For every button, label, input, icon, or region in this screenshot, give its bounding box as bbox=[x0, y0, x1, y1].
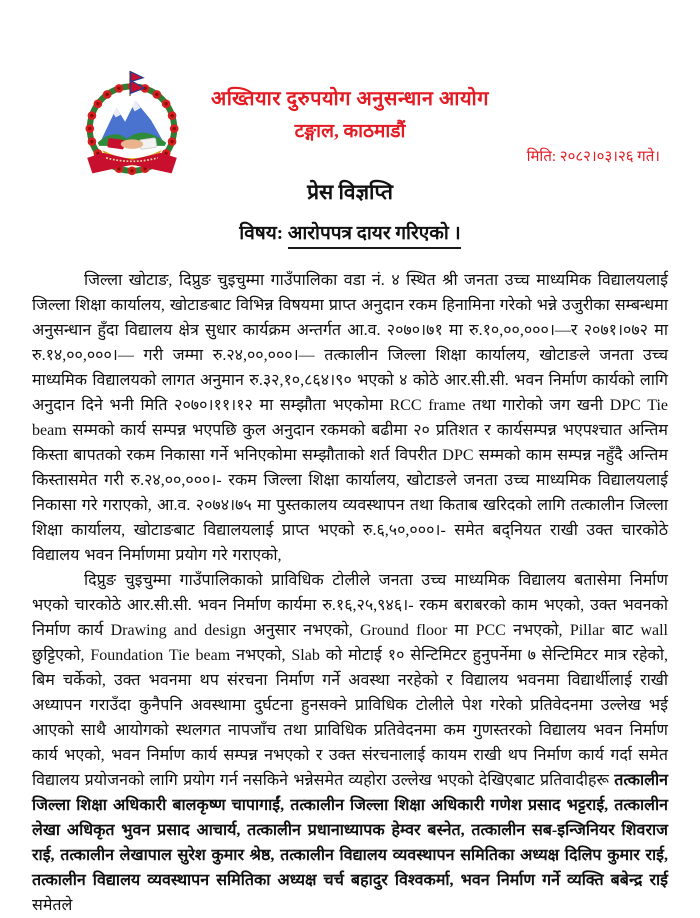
org-name: अख्तियार दुरुपयोग अनुसन्धान आयोग bbox=[211, 88, 489, 110]
subject-line bbox=[0, 219, 700, 245]
paragraph-2-defendants: तत्कालीन जिल्ला शिक्षा अधिकारी बालकृष्ण चापागाईं, तत्कालीन जिल्ला शिक्षा अधिकारी गणेश प्रसाद भट्टराई, तत्कालीन लेखा अधिकृत भुवन प्रसाद आचार्य, तत्कालीन प्रधानाध्यापक हेम्वर बस्नेत, तत्कालीन सब-इन्जिनियर शिवराज राई, तत्कालीन लेखापाल सुरेश कुमार श्रेष्ठ, तत्कालीन विद्यालय व्यवस्थापन समितिका अध्यक्ष दिलिप कुमार राई, तत्कालीन विद्यालय व्यवस्थापन समितिका अध्यक्ष चर्च बहादुर विश्वकर्मा, भवन निर्माण गर्ने व्यक्ति बबेन्द्र राई bbox=[32, 772, 668, 889]
document-body bbox=[32, 268, 668, 918]
subject-prefix: विषय: bbox=[239, 223, 288, 244]
document-type-heading: प्रेस विज्ञप्ति bbox=[307, 180, 393, 204]
paragraph-1: जिल्ला खोटाङ, दिप्रुङ चुइचुम्मा गाउँपालिका वडा नं. ४ स्थित श्री जनता उच्च माध्यमिक विद्यालयलाई जिल्ला शिक्षा कार्यालय, खोटाङबाट विभिन्न विषयमा प्राप्त अनुदान रकम हिनामिना गरेको भन्ने उजुरीका सम्बन्धमा अनुसन्धान हुँदा विद्यालय क्षेत्र सुधार कार्यक्रम अन्तर्गत आ.व. २०७०।७१ मा रु.१०,००,०००।—र २०७१।०७२ मा रु.१४,००,०००।— गरी जम्मा रु.२४,००,०००।— तत्कालीन जिल्ला शिक्षा कार्यालय, खोटाङले जनता उच्च माध्यमिक विद्यालयको लागत अनुमान रु.३२,१०,८६४।९० भएको ४ कोठे आर.सी.सी. भवन निर्माण कार्यको लागि अनुदान दिने भनी मिति २०७०।११।१२ मा सम्झौता भएकोमा RCC frame तथा गारोको जग खनी DPC Tie beam सम्मको कार्य सम्पन्न भएपछि कुल अनुदान रकमको बढीमा २० प्रतिशत र कार्यसम्पन्न भएपश्चात अन्तिम किस्ता बापतको रकम निकासा गर्ने भनिएकोमा सम्झौताको शर्त विपरीत DPC सम्मको काम सम्पन्न नहुँदै अन्तिम किस्तासमेत गरी रु.२४,००,०००।- रकम जिल्ला शिक्षा कार्यालय, खोटाङले जनता उच्च माध्यमिक विद्यालयलाई निकासा गरे गराएको, आ.व. २०७४।७५ मा पुस्तकालय व्यवस्थापन तथा किताब खरिदको लागि तत्कालीन जिल्ला शिक्षा कार्यालय, खोटाङबाट विद्यालयलाई प्राप्त भएको रु.६,५०,०००।- समेत बद्नियत राखी उक्त चारकोठे विद्यालय भवन निर्माणमा प्रयोग गरे गराएको, bbox=[32, 272, 668, 564]
org-address: टङ्गाल, काठमाडौं bbox=[294, 121, 406, 142]
paragraph-2 bbox=[32, 568, 668, 918]
date-line: मिति: २०८२।०३।२६ गते। bbox=[526, 149, 660, 165]
subject-text: आरोपपत्र दायर गरिएको । bbox=[288, 223, 461, 249]
paragraph-2-findings: दिप्रुङ चुइचुम्मा गाउँपालिकाको प्राविधिक टोलीले जनता उच्च माध्यमिक विद्यालय बतासेमा निर्माण भएको चारकोठे आर.सी.सी. भवन निर्माण कार्यमा रु.१६,२५,९४६।- रकम बराबरको काम भएको, उक्त भवनको निर्माण कार्य Drawing and design अनुसार नभएको, Ground floor मा PCC नभएको, Pillar बाट wall छुट्टिएको, Foundation Tie beam नभएको, Slab को मोटाई १० सेन्टिमिटर हुनुपर्नेमा ७ सेन्टिमिटर मात्र रहेको, बिम चर्केको, उक्त भवनमा थप संरचना निर्माण गर्ने अवस्था नरहेको र विद्यालय भवनमा विद्यार्थीलाई राखी अध्यापन गराउँदा कुनैपनि अवस्थामा दुर्घटना हुनसक्ने प्राविधिक टोलीले पेश गरेको प्रतिवेदनमा उल्लेख भई आएको साथै आयोगको स्थलगत नापजाँच तथा प्राविधिक प्रतिवेदनमा कम गुणस्तरको विद्यालय भवन निर्माण कार्य भएको, भवन निर्माण कार्य सम्पन्न नभएको र उक्त संरचनालाई कायम राखी थप निर्माण कार्य गर्दा समेत विद्यालय प्रयोजनको लागि प्रयोग गर्न नसकिने भन्नेसमेत व्यहोरा उल्लेख भएको देखिएबाट प्रतिवादीहरू bbox=[32, 572, 668, 789]
paragraph-2-suffix: समेतले bbox=[32, 897, 73, 914]
